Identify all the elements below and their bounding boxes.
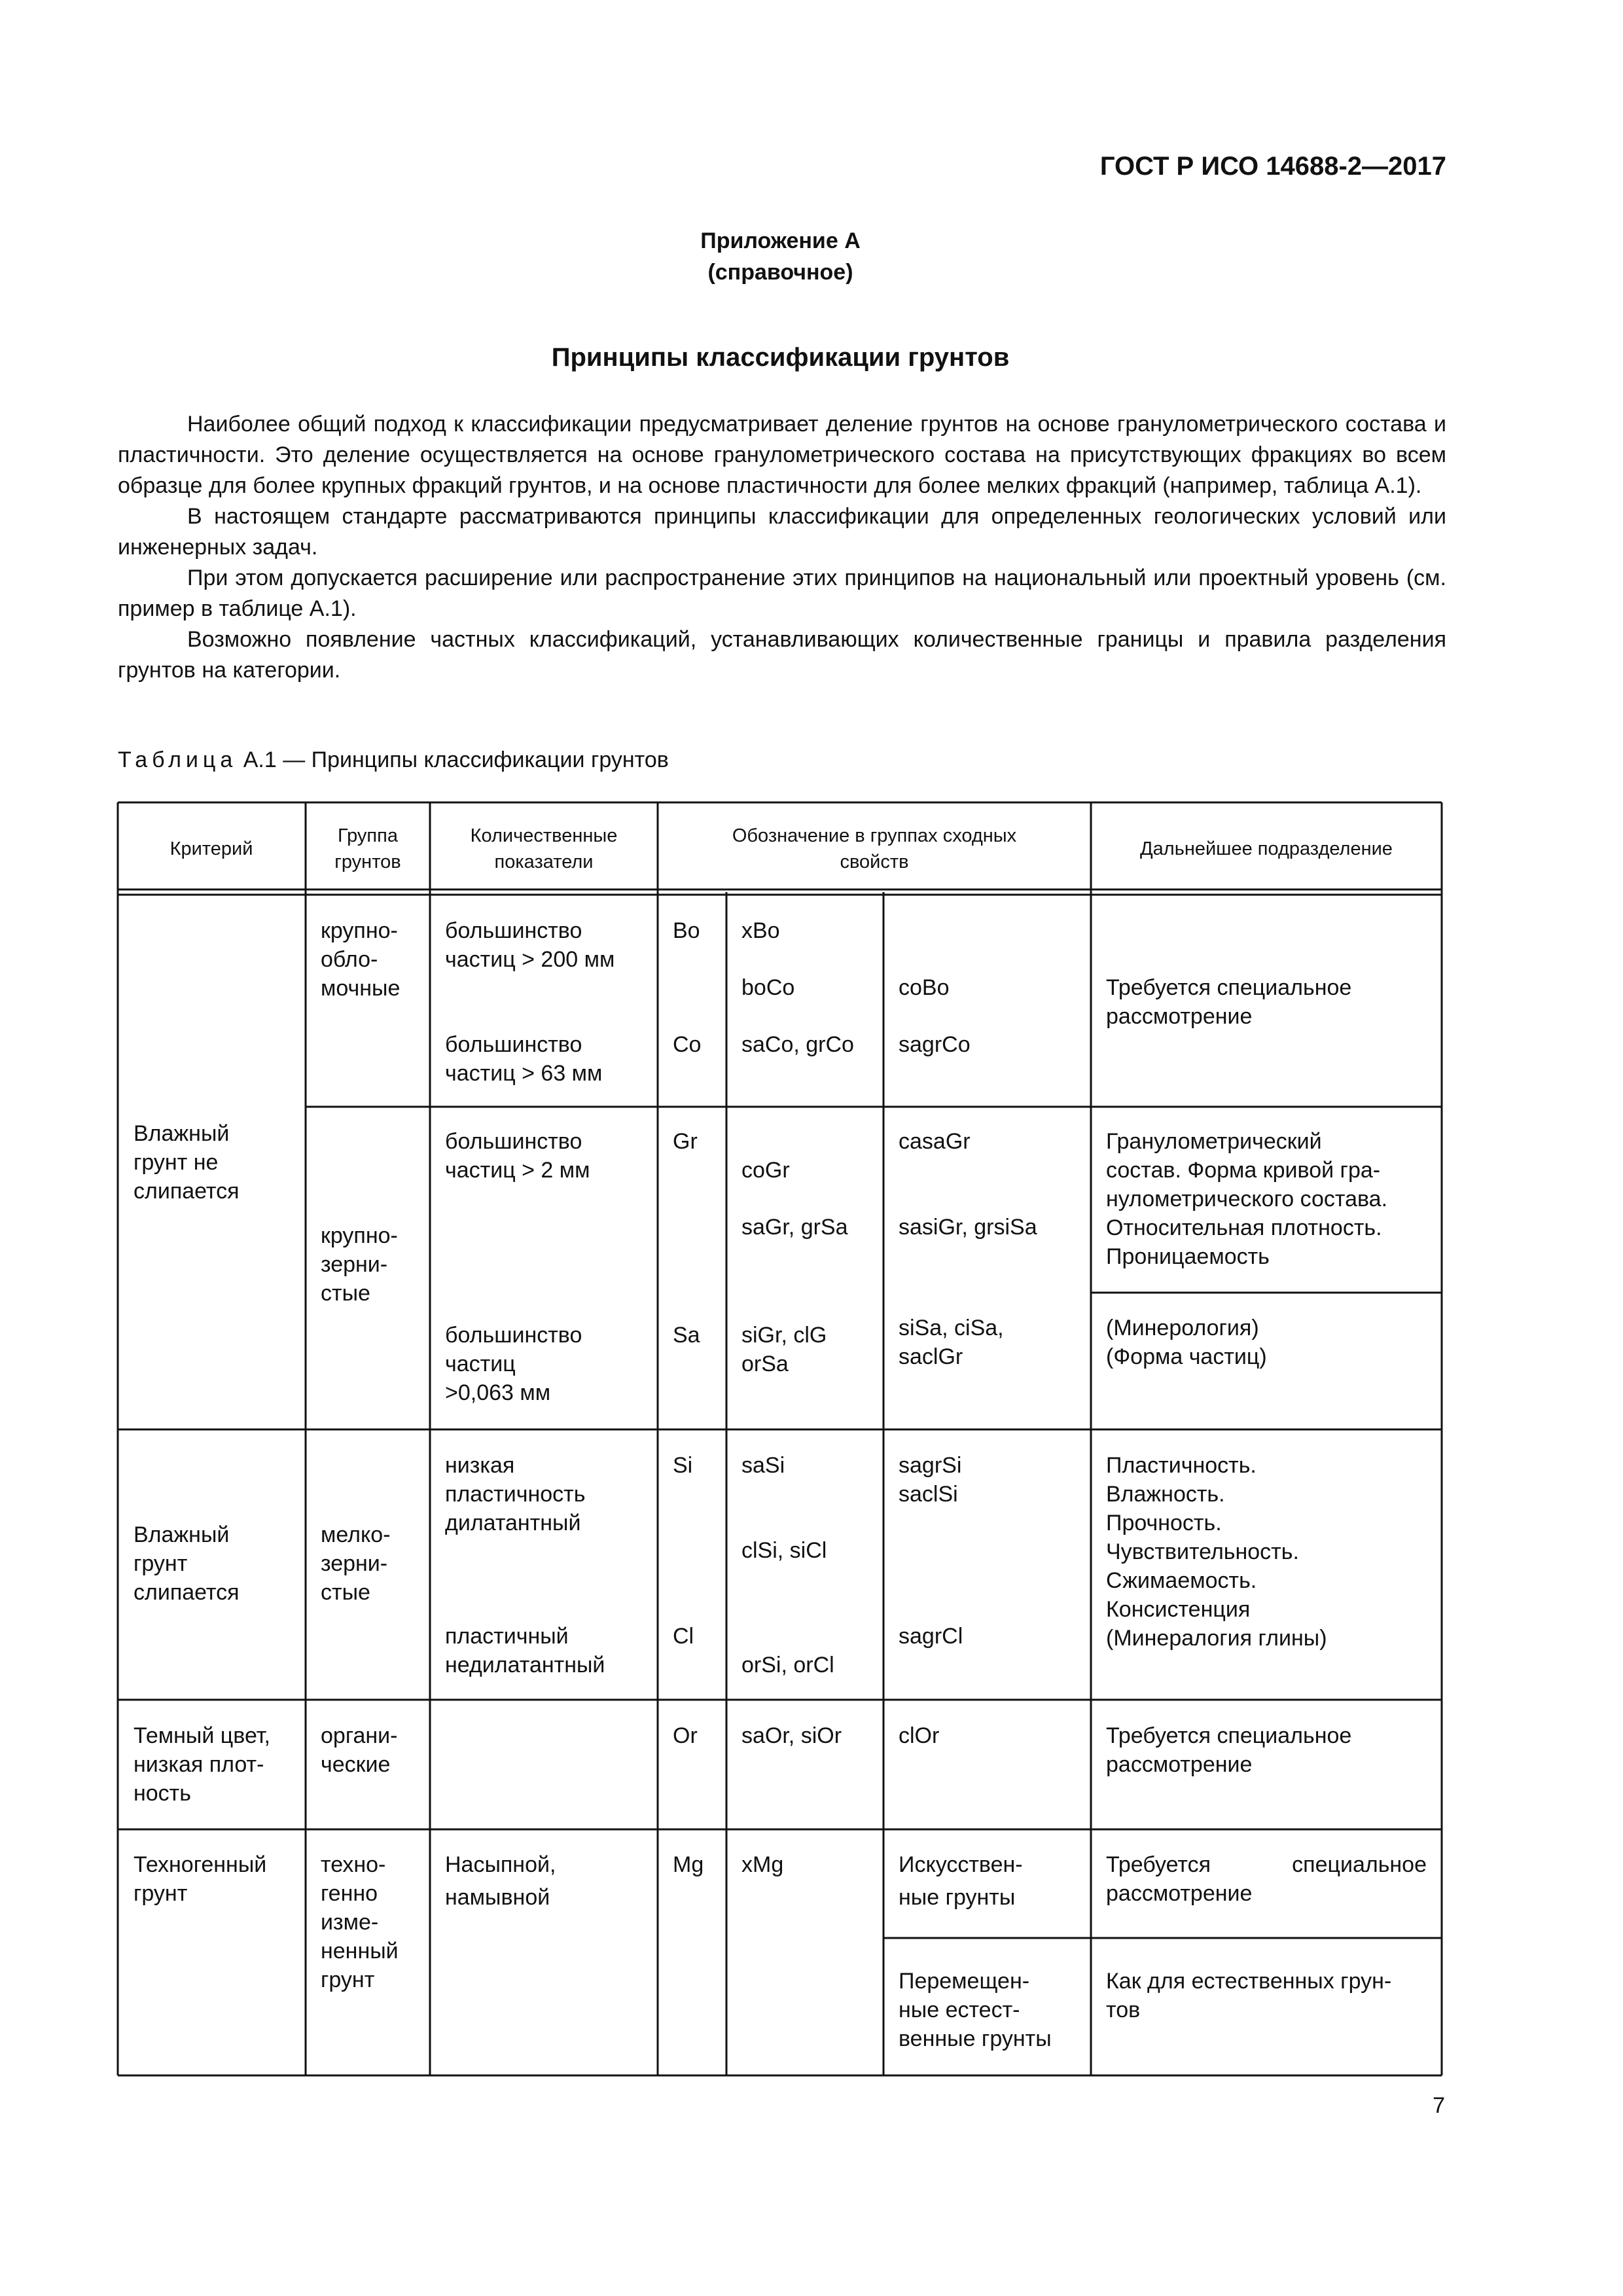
cell-line: частиц > 2 мм	[445, 1158, 590, 1183]
cell-line: Как для естественных грун-	[1106, 1969, 1392, 1994]
cell-line: Сжимаемость.	[1106, 1568, 1257, 1593]
cell-line: saGr, grSa	[741, 1215, 848, 1240]
cell-line: (Форма частиц)	[1106, 1344, 1267, 1369]
cell-line: Техногенный	[134, 1852, 267, 1877]
cell-line: дилатантный	[445, 1511, 581, 1535]
cell-line: xMg	[741, 1852, 784, 1877]
cell-line: рассмотрение	[1106, 1752, 1253, 1777]
cell-line: слипается	[134, 1179, 240, 1204]
cell-line: Гранулометрический	[1106, 1129, 1322, 1154]
cell-line: большинство	[445, 918, 582, 943]
annex-subtitle: (справочное)	[707, 260, 853, 285]
cell-line: Консистенция	[1106, 1597, 1251, 1622]
header-subdivision	[1140, 838, 1393, 859]
cell-line: Дальнейшее подразделение	[1140, 838, 1393, 859]
cell-line: Or	[673, 1723, 698, 1748]
cell-line: boCo	[741, 975, 795, 1000]
cell-line: нулометрического состава.	[1106, 1187, 1388, 1211]
cell-line: зерни-	[321, 1551, 388, 1576]
cell-line: показатели	[494, 852, 594, 872]
cell-line: sagrSi	[899, 1453, 962, 1478]
page-number: 7	[1433, 2093, 1445, 2118]
cell-line: тов	[1106, 1998, 1141, 2022]
cell-line: состав. Форма кривой гра-	[1106, 1158, 1381, 1183]
cell-line: ческие	[321, 1752, 391, 1777]
cell-line: обло-	[321, 947, 378, 972]
cell-designation	[899, 1129, 971, 1154]
cell-quantitative	[445, 1453, 585, 1535]
cell-line: техно-	[321, 1852, 386, 1877]
cell-criterion	[134, 1852, 266, 1906]
cell-line: большинство	[445, 1323, 582, 1348]
cell-line: крупно-	[321, 918, 398, 943]
cell-line: Проницаемость	[1106, 1244, 1270, 1269]
header-criterion	[170, 838, 253, 859]
cell-line: намывной	[445, 1885, 550, 1910]
cell-designation	[899, 1316, 1004, 1369]
cell-line: saOr, siOr	[741, 1723, 842, 1748]
cell-designation	[741, 1453, 785, 1478]
cell-group	[321, 1522, 390, 1605]
cell-line: sasiGr, grsiSa	[899, 1215, 1037, 1240]
cell-line: Требуется	[1106, 1852, 1211, 1877]
cell-subdivision	[1106, 1852, 1252, 1906]
cell-line: Cl	[673, 1624, 694, 1649]
cell-designation	[899, 1215, 1037, 1240]
cell-line: Пластичность.	[1106, 1453, 1257, 1478]
cell-subdivision	[1106, 1129, 1387, 1269]
cell-designation	[741, 1032, 854, 1057]
cell-line: слипается	[134, 1580, 240, 1605]
cell-line: мочные	[321, 976, 401, 1001]
cell-line: Чувствительность.	[1106, 1539, 1299, 1564]
header-designation	[732, 825, 1017, 872]
cell-line: Влажный	[134, 1121, 230, 1146]
cell-line: casaGr	[899, 1129, 971, 1154]
cell-line: Насыпной,	[445, 1852, 556, 1877]
cell-designation	[741, 1538, 827, 1563]
cell-line: крупно-	[321, 1223, 398, 1248]
cell-line: недилатантный	[445, 1653, 605, 1677]
cell-line: низкая	[445, 1453, 515, 1478]
cell-line: частиц > 63 мм	[445, 1061, 603, 1086]
table-caption-prefix: Таблица	[118, 747, 238, 772]
cell-line: стые	[321, 1281, 370, 1306]
cell-designation	[741, 1653, 834, 1677]
cell-line: пластичный	[445, 1624, 569, 1649]
cell-line: Si	[673, 1453, 693, 1478]
cell-line: orSa	[741, 1352, 789, 1376]
cell-line: Sa	[673, 1323, 700, 1348]
cell-subdivision	[1106, 975, 1351, 1029]
cell-symbol	[673, 1453, 692, 1478]
cell-designation	[899, 1453, 961, 1507]
cell-quantitative	[445, 1852, 556, 1910]
paragraph: Наиболее общий подход к классификации предусматривает деление грунтов на основе гранулометрического состава и пластичности. Это деление осуществляется на основе гранулометрического состава на присутствующих фракциях во всем образце для более крупных фракций грунтов, и на основе пластичности для более мелких фракций (например, таблица А.1).	[118, 412, 1446, 498]
cell-line: sagrCo	[899, 1032, 971, 1057]
cell-quantitative	[445, 1129, 590, 1183]
cell-symbol	[673, 1032, 701, 1057]
cell-line: Bo	[673, 918, 700, 943]
paragraph: При этом допускается расширение или распространение этих принципов на национальный или проектный уровень (см. пример в таблице А.1).	[118, 565, 1446, 621]
cell-line: мелко-	[321, 1522, 391, 1547]
cell-line: рассмотрение	[1106, 1881, 1253, 1906]
cell-subdivision	[1106, 1316, 1267, 1369]
cell-line: Группа	[338, 825, 398, 846]
cell-quantitative	[445, 1624, 605, 1677]
cell-designation	[899, 1624, 963, 1649]
cell-line: saCo, grCo	[741, 1032, 854, 1057]
cell-symbol	[673, 1624, 694, 1649]
cell-line: Относительная плотность.	[1106, 1215, 1382, 1240]
cell-line: Влажный	[134, 1522, 230, 1547]
cell-subdivision-word: специальное	[1292, 1852, 1427, 1877]
cell-line: зерни-	[321, 1252, 388, 1277]
cell-designation	[741, 975, 794, 1000]
cell-line: orSi, orCl	[741, 1653, 834, 1677]
cell-line: Mg	[673, 1852, 704, 1877]
cell-line: siGr, clG	[741, 1323, 827, 1348]
cell-line: Обозначение в группах сходных	[732, 825, 1017, 846]
document-code: ГОСТ Р ИСО 14688-2—2017	[1099, 152, 1446, 181]
cell-line: пластичность	[445, 1482, 586, 1507]
cell-quantitative	[445, 1323, 582, 1405]
cell-symbol	[673, 1129, 698, 1154]
cell-line: Темный цвет,	[134, 1723, 270, 1748]
cell-line: ненный	[321, 1939, 399, 1964]
cell-line: Gr	[673, 1129, 698, 1154]
cell-line: ные естест-	[899, 1998, 1020, 2022]
cell-designation	[899, 1852, 1023, 1910]
cell-line: >0,063 мм	[445, 1380, 551, 1405]
cell-line: частиц > 200 мм	[445, 947, 615, 972]
paragraph: В настоящем стандарте рассматриваются принципы классификации для определенных геологических условий или инженерных задач.	[118, 504, 1446, 560]
cell-symbol	[673, 1852, 704, 1877]
header-quantitative	[471, 825, 618, 872]
cell-designation	[741, 1158, 790, 1183]
cell-designation	[741, 1723, 842, 1748]
cell-line: грунт	[134, 1881, 188, 1906]
cell-group	[321, 1223, 398, 1306]
cell-line: ность	[134, 1781, 191, 1806]
cell-line: Co	[673, 1032, 702, 1057]
cell-line: Перемещен-	[899, 1969, 1030, 1994]
cell-line: большинство	[445, 1032, 582, 1057]
cell-line: свойств	[840, 852, 909, 872]
cell-line: грунтов	[334, 852, 401, 872]
cell-quantitative	[445, 1032, 602, 1086]
cell-line: clSi, siCl	[741, 1538, 827, 1563]
cell-designation	[899, 1723, 939, 1748]
cell-line: saclGr	[899, 1344, 963, 1369]
cell-line: Влажность.	[1106, 1482, 1225, 1507]
cell-designation	[741, 1215, 848, 1240]
cell-line: saclSi	[899, 1482, 958, 1507]
cell-line: coGr	[741, 1158, 790, 1183]
cell-line: Искусствен-	[899, 1852, 1023, 1877]
cell-designation	[899, 975, 950, 1000]
cell-line: clOr	[899, 1723, 940, 1748]
cell-line: Критерий	[169, 838, 253, 859]
header-group	[334, 825, 401, 872]
cell-line: coBo	[899, 975, 950, 1000]
cell-line: siSa, ciSa,	[899, 1316, 1004, 1340]
cell-line: генно	[321, 1881, 378, 1906]
cell-symbol	[673, 1723, 698, 1748]
cell-line: Требуется специальное	[1106, 975, 1352, 1000]
cell-line: венные грунты	[899, 2026, 1052, 2051]
cell-symbol	[673, 1323, 700, 1348]
cell-quantitative	[445, 918, 615, 972]
table-caption-text: А.1 — Принципы классификации грунтов	[237, 747, 669, 772]
cell-subdivision	[1106, 1723, 1351, 1777]
cell-designation	[899, 1969, 1052, 2051]
cell-designation	[741, 1323, 827, 1376]
page-title: Принципы классификации грунтов	[551, 343, 1010, 372]
cell-line: saSi	[741, 1453, 785, 1478]
cell-criterion	[134, 1121, 240, 1204]
cell-line: ные грунты	[899, 1885, 1016, 1910]
cell-line: стые	[321, 1580, 370, 1605]
cell-line: xBo	[741, 918, 780, 943]
cell-line: изме-	[321, 1910, 379, 1935]
cell-designation	[741, 918, 780, 943]
cell-group	[321, 918, 400, 1001]
cell-criterion	[134, 1723, 270, 1806]
cell-line: Требуется специальное	[1106, 1723, 1352, 1748]
cell-line: частиц	[445, 1352, 516, 1376]
paragraph: Возможно появление частных классификаций, устанавливающих количественные границы и правила разделения грунтов на категории.	[118, 627, 1446, 683]
cell-designation	[899, 1032, 971, 1057]
cell-line: Количественные	[470, 825, 618, 846]
cell-line: (Минерология)	[1106, 1316, 1259, 1340]
cell-criterion	[134, 1522, 240, 1605]
cell-line: грунт	[134, 1551, 188, 1576]
cell-line: (Минералогия глины)	[1106, 1626, 1327, 1651]
cell-line: рассмотрение	[1106, 1004, 1253, 1029]
cell-group	[321, 1723, 397, 1777]
cell-line: Прочность.	[1106, 1511, 1222, 1535]
cell-line: sagrCl	[899, 1624, 963, 1649]
cell-line: низкая плот-	[134, 1752, 264, 1777]
annex-title: Приложение А	[700, 228, 861, 253]
cell-line: большинство	[445, 1129, 582, 1154]
cell-subdivision	[1106, 1969, 1391, 2022]
cell-line: органи-	[321, 1723, 398, 1748]
cell-symbol	[673, 918, 700, 943]
cell-subdivision	[1106, 1453, 1327, 1651]
cell-line: грунт	[321, 1967, 375, 1992]
cell-group	[321, 1852, 399, 1992]
cell-line: грунт не	[134, 1150, 219, 1175]
cell-designation	[741, 1852, 783, 1877]
